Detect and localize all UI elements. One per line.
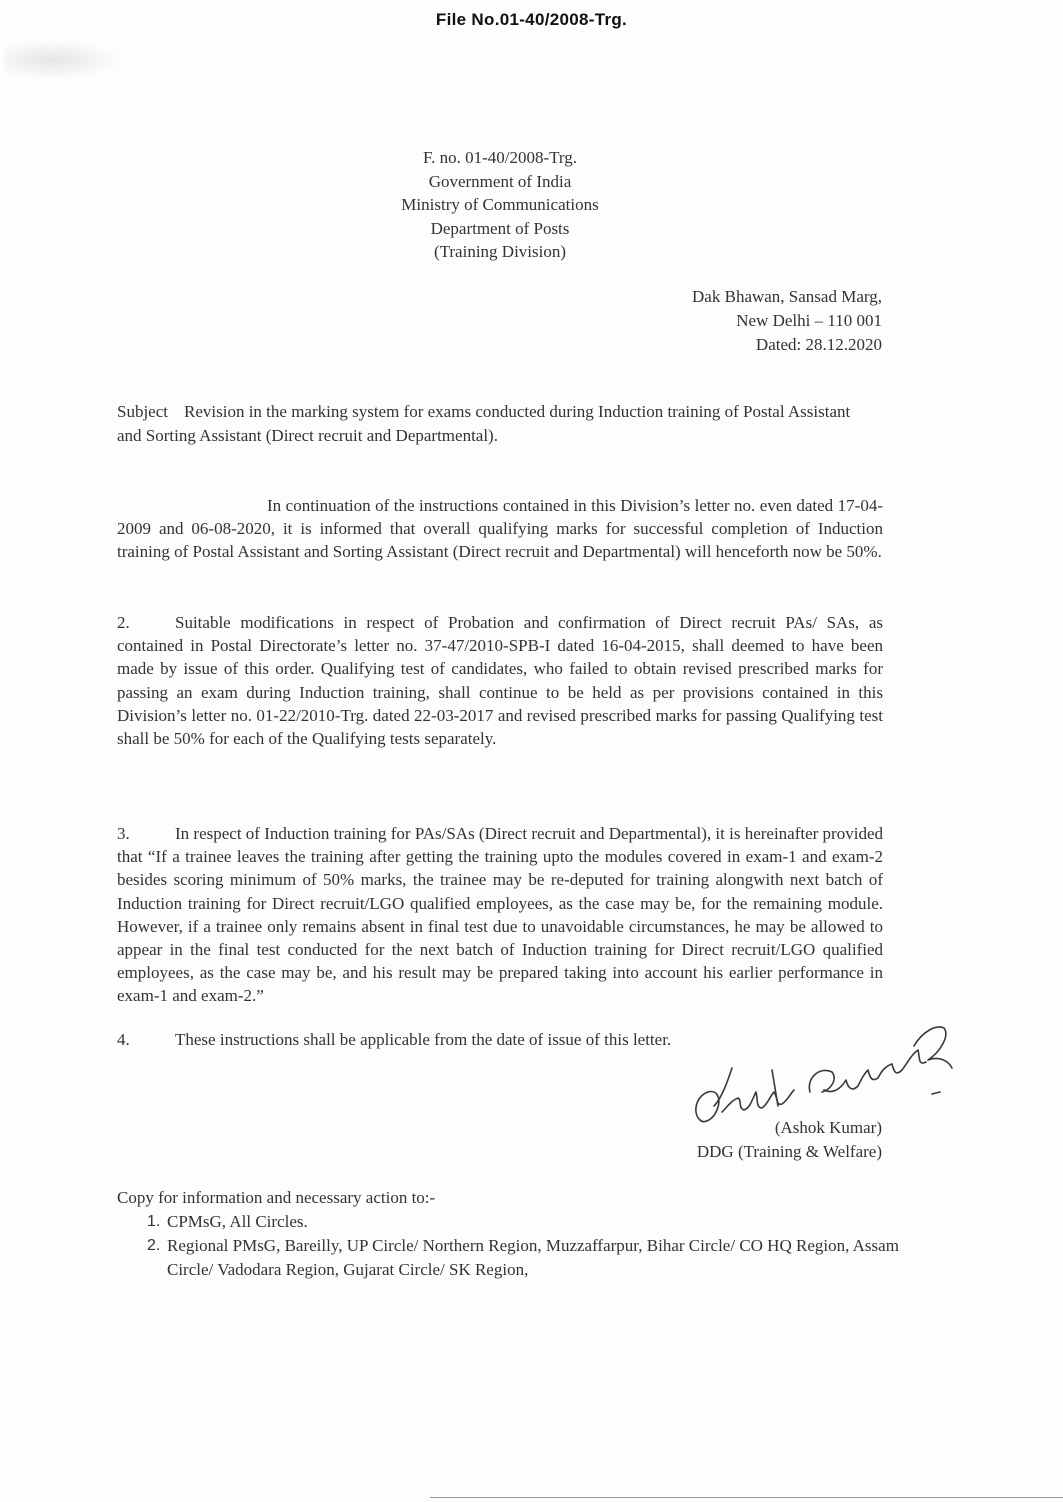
subject-text: Revision in the marking system for exams conducted during Induction training of Postal Assistant and Sorting Assistant (Direct recruit and Departmental). <box>117 402 851 445</box>
letter-date: Dated: 28.12.2020 <box>755 335 882 354</box>
copy-item-text: CPMsG, All Circles. <box>167 1212 308 1231</box>
file-number-header: File No.01-40/2008-Trg. <box>435 10 628 29</box>
copy-to-block <box>117 1186 917 1282</box>
handwritten-signature <box>682 1008 962 1133</box>
paragraph-2-number: 2. <box>117 613 130 632</box>
paragraph-3-text: In respect of Induction training for PAs/SAs (Direct recruit and Departmental), it is hereinafter provided that “If a trainee leaves the training after getting the training upto the modules covered in exam-1 and exam-2 besides scoring minimum of 50% marks, the trainee may be re-deputed for training alongwith next batch of Induction training for Direct recruit/LGO qualified employees, as the case may be, for the remaining module. However, if a trainee only remains absent in final test due to unavoidable circumstances, he may be allowed to appear in the final test conducted for the next batch of Induction training for Direct recruit/LGO qualified employees, as the case may be, and his result may be prepared taking into account his earlier performance in exam-1 and exam-2.” <box>117 824 883 1006</box>
copy-recipient-list <box>117 1210 917 1282</box>
paragraph-3 <box>117 822 883 1008</box>
paragraph-2-text: Suitable modifications in respect of Probation and confirmation of Direct recruit PAs/ SAs, as contained in Postal Directorate’s letter no. 37-47/2010-SPB-I dated 16-04-2015, shall deemed to have been made by issue of this order. Qualifying test of candidates, who failed to obtain revised prescribed marks for passing an exam during Induction training, shall continue to be held as per provisions contained in this Division’s letter no. 01-22/2010-Trg. dated 22-03-2017 and revised prescribed marks for passing Qualifying test shall be 50% for each of the Qualifying tests separately. <box>117 613 883 749</box>
copy-item-number: 1. <box>147 1213 161 1230</box>
copy-item <box>117 1234 917 1282</box>
office-department: Department of Posts <box>430 218 570 238</box>
signer-designation: DDG (Training & Welfare) <box>696 1142 882 1161</box>
office-government: Government of India <box>428 171 572 191</box>
paragraph-1: In continuation of the instructions contained in this Division’s letter no. even dated 17-04-2009 and 06-08-2020, it is informed that overall qualifying marks for successful completion of Induction training of Postal Assistant and Sorting Assistant (Direct recruit and Departmental) will henceforth now be 50%. <box>117 496 883 562</box>
paragraph-2 <box>117 611 883 750</box>
copy-item-number: 2. <box>147 1237 161 1254</box>
subject-line <box>117 400 877 447</box>
paragraph-3-number: 3. <box>117 824 130 843</box>
office-division: (Training Division) <box>433 242 567 261</box>
office-ministry: Ministry of Communications <box>401 195 599 214</box>
subject-label: Subject <box>117 402 168 421</box>
address-line2: New Delhi – 110 001 <box>736 311 882 330</box>
address-block <box>692 285 882 357</box>
office-file-no: F. no. 01-40/2008-Trg. <box>422 148 578 167</box>
copy-item-text: Regional PMsG, Bareilly, UP Circle/ Northern Region, Muzzaffarpur, Bihar Circle/ CO HQ Region, Assam Circle/ Vadodara Region, Gujarat Circle/ SK Region, <box>167 1236 899 1279</box>
scan-smudge <box>4 40 124 80</box>
office-block <box>0 146 1000 264</box>
copy-intro: Copy for information and necessary action to:- <box>117 1188 436 1207</box>
signer-block <box>697 1116 882 1164</box>
scan-edge-line <box>430 1497 1063 1498</box>
address-line1: Dak Bhawan, Sansad Marg, <box>692 287 882 306</box>
paragraph-4-text: These instructions shall be applicable from the date of issue of this letter. <box>175 1030 672 1049</box>
copy-item <box>117 1210 917 1234</box>
paragraph-4-number: 4. <box>117 1030 130 1049</box>
signer-name: (Ashok Kumar) <box>774 1118 882 1137</box>
